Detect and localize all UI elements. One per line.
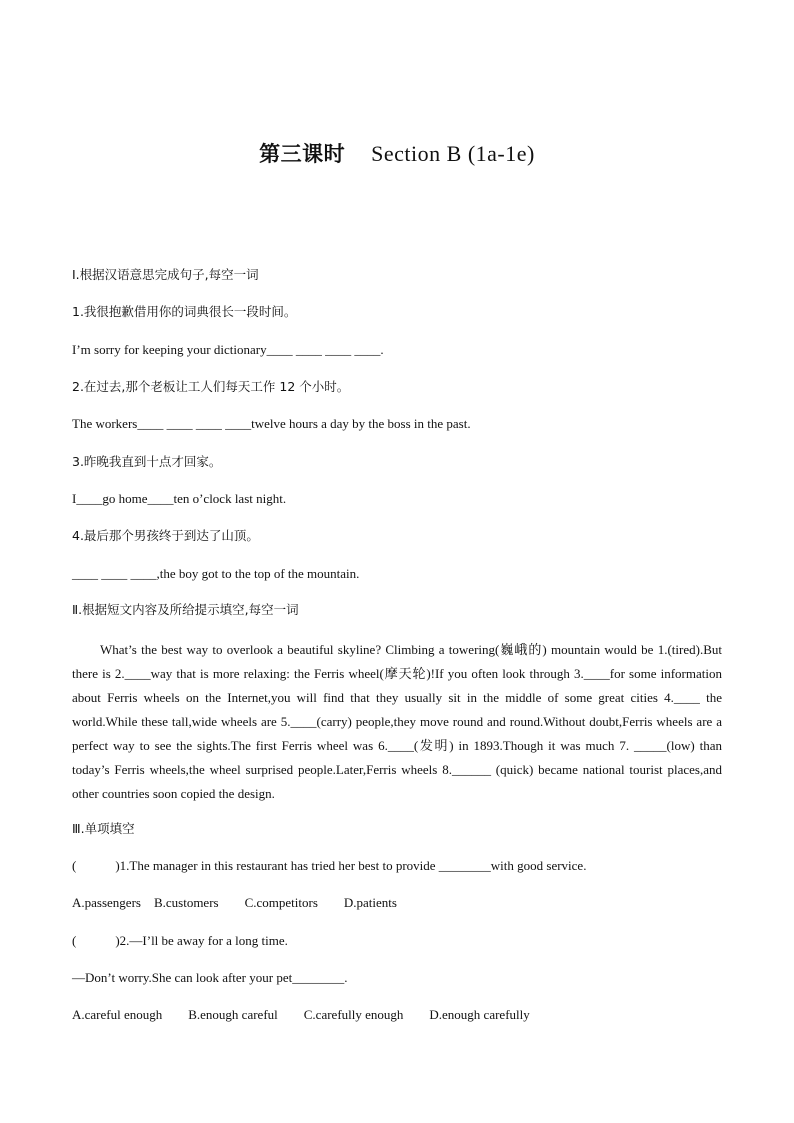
s1-item3-chinese: 3.昨晚我直到十点才回家。 <box>72 454 222 469</box>
title-english: Section B (1a-1e) <box>371 141 535 166</box>
s1-item1-chinese: 1.我很抱歉借用你的词典很长一段时间。 <box>72 304 297 319</box>
s3-q2-stem: ( )2.—I’ll be away for a long time. <box>72 933 288 948</box>
s3-q2-reply: —Don’t worry.She can look after your pet________. <box>72 970 348 985</box>
s1-item2-english: The workers____ ____ ____ ____twelve hours a day by the boss in the past. <box>72 416 471 431</box>
page-title <box>0 138 794 168</box>
s1-item4-chinese: 4.最后那个男孩终于到达了山顶。 <box>72 528 259 543</box>
s3-q1-options: A.passengers B.customers C.competitors D.patients <box>72 895 397 910</box>
section1-heading: Ⅰ.根据汉语意思完成句子,每空一词 <box>72 267 259 282</box>
s3-q1-stem: ( )1.The manager in this restaurant has tried her best to provide ________with good service. <box>72 858 587 873</box>
s1-item4-english: ____ ____ ____,the boy got to the top of the mountain. <box>72 566 360 581</box>
section3-heading: Ⅲ.单项填空 <box>72 821 135 836</box>
title-chinese: 第三课时 <box>259 142 346 166</box>
s1-item3-english: I____go home____ten o’clock last night. <box>72 491 287 506</box>
s3-q2-options: A.careful enough B.enough careful C.carefully enough D.enough carefully <box>72 1007 530 1022</box>
section2-heading: Ⅱ.根据短文内容及所给提示填空,每空一词 <box>72 602 299 617</box>
section2-passage: What’s the best way to overlook a beautiful skyline? Climbing a towering(巍峨的) mountain would be 1.(tired).But there is 2.____way that is more relaxing: the Ferris wheel(摩天轮)!If you often look through 3.____for some information about Ferris wheels on the Internet,you will find that they usually sit in the middle of some great cities 4.____ the world.While these tall,wide wheels are 5.____(carry) people,they move round and round.Without doubt,Ferris wheels are a perfect way to see the sights.The first Ferris wheel was 6.____(发明) in 1893.Though it was much 7. _____(low) than today’s Ferris wheels,the wheel surprised people.Later,Ferris wheels 8.______ (quick) became national tourist places,and other countries soon copied the design. <box>72 642 722 801</box>
s1-item1-english: I’m sorry for keeping your dictionary____ ____ ____ ____. <box>72 342 384 357</box>
s1-item2-chinese: 2.在过去,那个老板让工人们每天工作 12 个小时。 <box>72 379 350 394</box>
